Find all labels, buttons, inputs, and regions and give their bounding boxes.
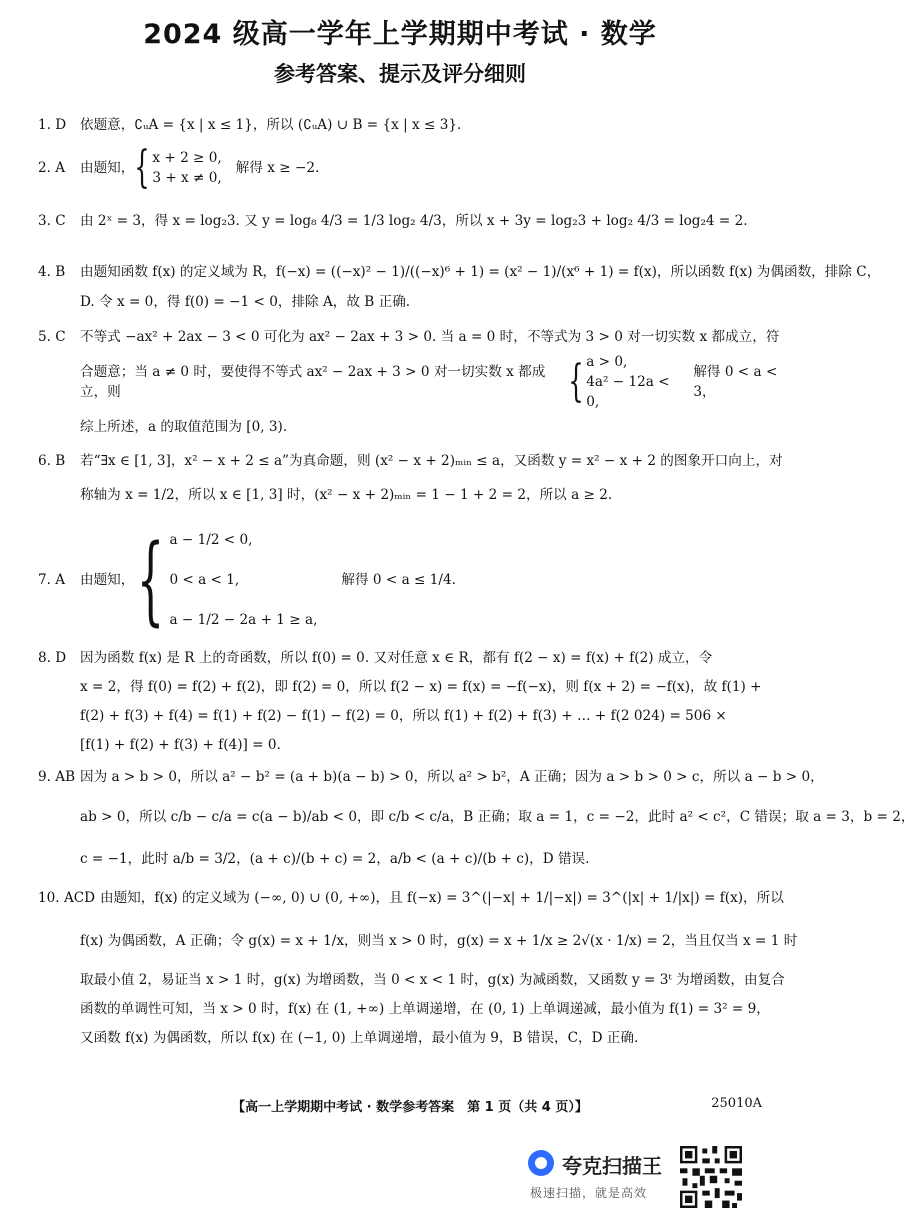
answer-4	[38, 262, 881, 282]
answer-number: 6. B	[38, 453, 66, 469]
system-row: 3 + x ≠ 0,	[152, 170, 222, 186]
system-rows	[586, 352, 683, 412]
answer-8	[38, 648, 768, 668]
answer-text: 依题意，∁ᵤA = {x | x ≤ 1}，所以 (∁ᵤA) ∪ B = {x | x ≤ 3}.	[80, 117, 462, 133]
answer-2	[38, 142, 320, 193]
answer-number: 3. C	[38, 213, 66, 229]
answer-tail: 解得 0 < a ≤ 1/4.	[341, 572, 456, 588]
brand-slogan: 极速扫描，就是高效	[530, 1186, 648, 1200]
answer-5	[38, 327, 780, 347]
footer-code: 25010A	[711, 1096, 762, 1111]
equation-system	[38, 520, 456, 640]
answer-9-cont: ab > 0，所以 c/b − c/a = c(a − b)/ab < 0，即 c/b < c/a，B 正确；取 a = 1，c = −2，此时 a² < c²，C 错误；取 a = 3，b = 2，	[80, 809, 915, 825]
answer-number: 9. AB	[38, 769, 76, 785]
answer-text: 由题知函数 f(x) 的定义域为 R，f(−x) = ((−x)² − 1)/((−x)⁶ + 1) = (x² − 1)/(x⁶ + 1) = f(x)，所以函数 f(x) 为偶函数，排除 C，	[80, 264, 881, 280]
answer-8-cont3: [f(1) + f(2) + f(3) + f(4)] = 0.	[80, 737, 281, 753]
answer-8-cont: x = 2，得 f(0) = f(2) + f(2)，即 f(2) = 0，所以 f(2 − x) = f(x) = −f(−x)，则 f(x + 2) = −f(x)，故 f(1) +	[80, 679, 762, 695]
answer-5-cont	[80, 352, 800, 412]
system-row: a − 1/2 < 0,	[169, 532, 253, 548]
qr-code-icon	[680, 1146, 742, 1208]
system-row: a − 1/2 − 2a + 1 ≥ a,	[169, 612, 318, 628]
answer-3	[38, 211, 768, 231]
system-row: 0 < a < 1,	[169, 572, 240, 588]
answer-9-cont2: c = −1，此时 a/b = 3/2，(a + c)/(b + c) = 2，a/b < (a + c)/(b + c)，D 错误.	[80, 851, 590, 867]
answer-10-cont3: 函数的单调性可知，当 x > 0 时，f(x) 在 (1, +∞) 上单调递增，在 (0, 1) 上单调递减，最小值为 f(1) = 3² = 9，	[80, 1001, 770, 1017]
answer-text: 合题意；当 a ≠ 0 时，要使得不等式 ax² − 2ax + 3 > 0 对一切实数 x 都成立，则	[80, 364, 546, 400]
answer-number: 7. A	[38, 572, 66, 588]
answer-text: 不等式 −ax² + 2ax − 3 < 0 可化为 ax² − 2ax + 3 > 0. 当 a = 0 时，不等式为 3 > 0 对一切实数 x 都成立，符	[80, 329, 780, 345]
footer-page-info: 【高一上学期期中考试 · 数学参考答案 第 1 页（共 4 页）】	[232, 1100, 588, 1115]
answer-number: 1. D	[38, 117, 67, 133]
answer-number: 4. B	[38, 264, 66, 280]
left-brace: {	[137, 524, 165, 636]
system-rows	[152, 148, 221, 188]
equation-system	[80, 352, 800, 412]
answer-text: 因为函数 f(x) 是 R 上的奇函数，所以 f(0) = 0. 又对任意 x ∈ R，都有 f(2 − x) = f(x) + f(2) 成立，令	[80, 650, 713, 666]
answer-number: 2. A	[38, 160, 66, 176]
system-row: a > 0,	[586, 354, 628, 370]
answer-text: 由题知，f(x) 的定义域为 (−∞, 0) ∪ (0, +∞)，且 f(−x) = 3^(|−x| + 1/|−x|) = 3^(|x| + 1/|x|) = f(x)，所以	[100, 890, 784, 906]
scanner-watermark	[528, 1146, 678, 1206]
answer-text: 若“∃x ∈ [1, 3]，x² − x + 2 ≤ a”为真命题，则 (x² − x + 2)ₘᵢₙ ≤ a，又函数 y = x² − x + 2 的图象开口向上，对	[80, 453, 783, 469]
answer-number: 10. ACD	[38, 890, 96, 906]
answer-1	[38, 115, 768, 135]
answer-6	[38, 451, 783, 471]
answer-5-cont2: 综上所述，a 的取值范围为 [0, 3).	[80, 419, 288, 435]
answer-number: 8. D	[38, 650, 67, 666]
page-subtitle: 参考答案、提示及评分细则	[274, 62, 526, 86]
answer-4-cont: D. 令 x = 0，得 f(0) = −1 < 0，排除 A，故 B 正确.	[80, 294, 411, 310]
answer-number: 5. C	[38, 329, 66, 345]
answer-text: 因为 a > b > 0，所以 a² − b² = (a + b)(a − b) > 0，所以 a² > b²，A 正确；因为 a > b > 0 > c，所以 a − b > 0，	[80, 769, 824, 785]
page-title: 2024 级高一学年上学期期中考试 · 数学	[143, 19, 657, 50]
left-brace: {	[568, 356, 584, 407]
brand-name: 夸克扫描王	[562, 1154, 662, 1178]
answer-lead: 由题知，	[80, 160, 135, 176]
left-brace: {	[134, 142, 151, 193]
equation-system	[80, 142, 320, 193]
answer-8-cont2: f(2) + f(3) + f(4) = f(1) + f(2) − f(1) − f(2) = 0，所以 f(1) + f(2) + f(3) + … + f(2 024) = 506 ×	[80, 708, 727, 724]
answer-lead: 由题知，	[80, 572, 135, 588]
answer-10	[38, 888, 784, 908]
system-row: x + 2 ≥ 0,	[152, 150, 222, 166]
answer-tail: 解得 x ≥ −2.	[235, 160, 320, 176]
answer-10-cont: f(x) 为偶函数，A 正确；令 g(x) = x + 1/x，则当 x > 0 时，g(x) = x + 1/x ≥ 2√(x · 1/x) = 2，当且仅当 x = 1 时	[80, 933, 798, 949]
answer-6-cont: 称轴为 x = 1/2，所以 x ∈ [1, 3] 时，(x² − x + 2)ₘᵢₙ = 1 − 1 + 2 = 2，所以 a ≥ 2.	[80, 487, 613, 503]
answer-9	[38, 767, 824, 787]
answer-text: 由 2ˣ = 3，得 x = log₂3. 又 y = log₈ 4/3 = 1/3 log₂ 4/3，所以 x + 3y = log₂3 + log₂ 4/3 = log₂4 = 2.	[80, 213, 748, 229]
system-rows	[169, 520, 317, 640]
answer-7	[38, 520, 456, 640]
answer-tail: 解得 0 < a < 3，	[693, 364, 778, 400]
quark-logo-icon	[528, 1150, 554, 1176]
answer-10-cont2: 取最小值 2，易证当 x > 1 时，g(x) 为增函数，当 0 < x < 1 时，g(x) 为减函数，又函数 y = 3ᵗ 为增函数，由复合	[80, 972, 785, 988]
system-row: 4a² − 12a < 0,	[586, 374, 670, 410]
answer-10-cont4: 又函数 f(x) 为偶函数，所以 f(x) 在 (−1, 0) 上单调递增，最小值为 9，B 错误，C，D 正确.	[80, 1030, 639, 1046]
